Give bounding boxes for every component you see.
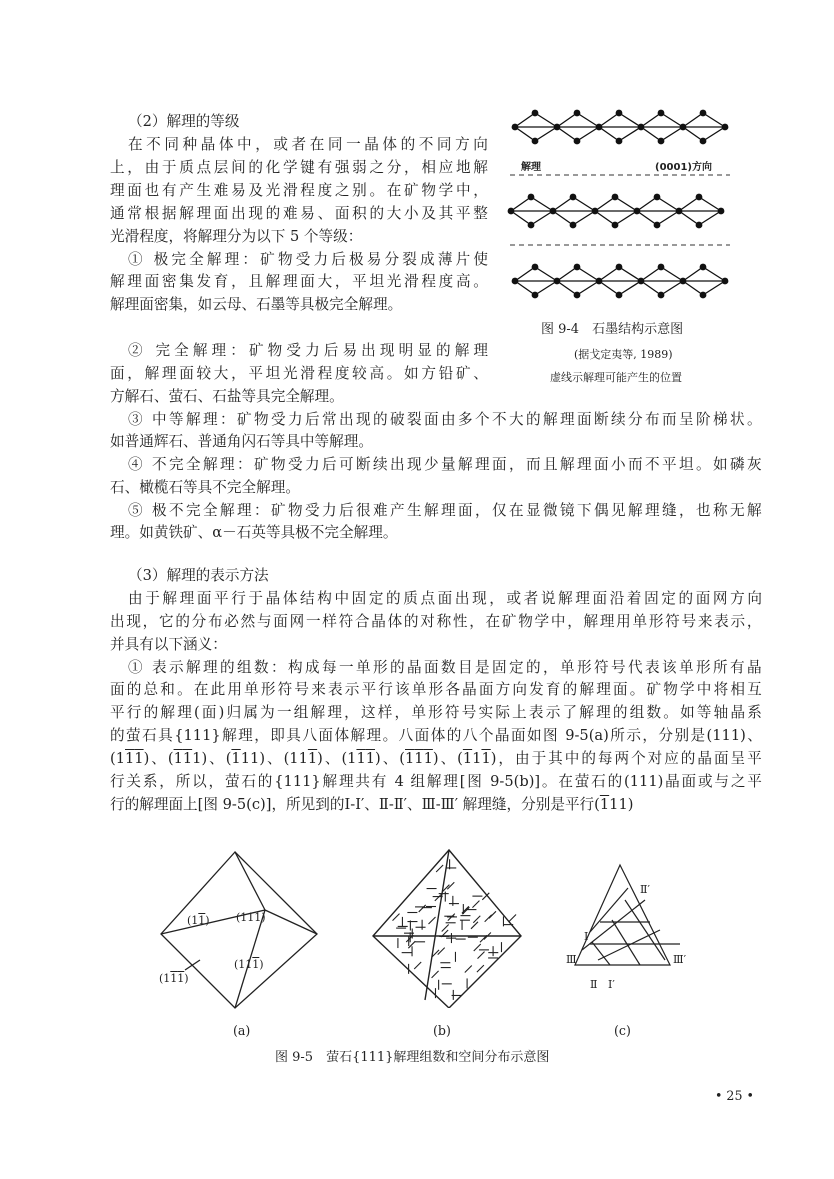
carbon-atom <box>700 292 707 299</box>
carbon-atom <box>680 124 687 131</box>
text-line: 解理面密集，如云母、石墨等具极完全解理。 <box>110 296 403 314</box>
cleavage-trace-label: Ⅲ′ <box>673 953 687 966</box>
text-line: 上，由于质点层间的化学键有强弱之分，相应地解 <box>110 158 488 176</box>
carbon-atom <box>616 292 623 299</box>
carbon-atom <box>658 264 665 271</box>
carbon-atom <box>676 208 683 215</box>
carbon-atom <box>528 222 535 229</box>
text-line: 出现，它的分布必然与面网一样符合晶体的对称性，在矿物学中，解理用单形符号来表示， <box>110 612 762 630</box>
graphite-layer <box>508 194 725 229</box>
carbon-atom <box>570 194 577 201</box>
text-line: 如普通辉石、普通角闪石等具中等解理。 <box>110 433 373 451</box>
carbon-atom <box>612 222 619 229</box>
subfigure-c-label: (c) <box>614 1023 631 1038</box>
cleavage-traces-triangle-c <box>570 860 700 985</box>
text-line: 理。如黄铁矿、α－石英等具极不完全解理。 <box>110 524 398 542</box>
carbon-atom <box>700 264 707 271</box>
cleavage-trace-label: Ⅱ <box>590 978 598 991</box>
cleavage-trace-label: Ⅱ′ <box>640 883 650 896</box>
face-label: (111) <box>236 911 266 924</box>
carbon-atom <box>554 278 561 285</box>
text-line: 由于解理面平行于晶体结构中固定的质点面出现，或者说解理面沿着固定的面网方向 <box>128 590 762 607</box>
cleavage-trace-label: Ⅰ′ <box>608 978 615 991</box>
carbon-atom <box>512 278 519 285</box>
carbon-atom <box>700 110 707 117</box>
carbon-atom <box>596 278 603 285</box>
figure95-caption: 图 9-5 萤石{111}解理组数和空间分布示意图 <box>275 1050 550 1065</box>
carbon-atom <box>574 138 581 145</box>
carbon-atom <box>722 278 729 285</box>
figure94-source: (据戈定夷等, 1989) <box>574 348 673 361</box>
carbon-atom <box>696 194 703 201</box>
text-line: 面的总和。在此用单形符号来表示平行该单形各晶面方向发育的解理面。矿物学中将相互 <box>110 681 762 699</box>
carbon-atom <box>532 138 539 145</box>
carbon-atom <box>574 110 581 117</box>
carbon-atom <box>718 208 725 215</box>
text-line: ② 完全解理：矿物受力后易出现明显的解理 <box>128 342 488 359</box>
text-line: ① 极完全解理：矿物受力后极易分裂成薄片使 <box>128 250 488 268</box>
carbon-atom <box>612 194 619 201</box>
face-label: (111) <box>234 958 264 971</box>
face-label: (111) <box>159 972 189 985</box>
text-line: 面，解理面较大，平坦光滑程度较高。如方铅矿、 <box>110 364 488 382</box>
text-line: 石、橄榄石等具不完全解理。 <box>110 478 300 496</box>
carbon-atom <box>638 124 645 131</box>
carbon-atom <box>616 264 623 271</box>
text-line: ⑤ 极不完全解理：矿物受力后很难产生解理面，仅在显微镜下偶见解理缝，也称无解 <box>128 501 762 519</box>
section-heading-notation: （3）解理的表示方法 <box>128 567 269 584</box>
text-line: 通常根据解理面出现的难易、面积的大小及其平整 <box>110 204 488 222</box>
text-line: 行的解理面上[图 9-5(c)]，所见到的Ⅰ-Ⅰ′、Ⅱ-Ⅱ′、Ⅲ-Ⅲ′ 解理缝，分别是平行(111) <box>110 795 634 813</box>
octahedron-diagram-a <box>155 850 325 1010</box>
cleavage-trace-label: Ⅲ <box>566 953 577 966</box>
text-line: ① 表示解理的组数：构成每一单形的晶面数目是固定的，单形符号代表该单形所有晶 <box>128 658 762 676</box>
carbon-atom <box>554 124 561 131</box>
carbon-atom <box>658 292 665 299</box>
text-line: 平行的解理(面)归属为一组解理，这样，单形符号实际上表示了解理的组数。如等轴晶系 <box>110 704 762 722</box>
carbon-atom <box>654 194 661 201</box>
carbon-atom <box>592 208 599 215</box>
text-line: 理面也有产生难易及光滑程度之别。在矿物学中， <box>110 181 488 199</box>
text-line: 光滑程度，将解理分为以下 5 个等级： <box>110 227 363 245</box>
page-number: • 25 • <box>715 1088 754 1103</box>
carbon-atom <box>532 264 539 271</box>
graphite-layer <box>512 110 729 145</box>
carbon-atom <box>512 124 519 131</box>
carbon-atom <box>696 222 703 229</box>
carbon-atom <box>574 264 581 271</box>
carbon-atom <box>658 138 665 145</box>
carbon-atom <box>616 110 623 117</box>
face-label: (11) <box>187 914 210 927</box>
carbon-atom <box>654 222 661 229</box>
text-line: 方解石、萤石、石盐等具完全解理。 <box>110 387 344 405</box>
carbon-atom <box>722 124 729 131</box>
carbon-atom <box>528 194 535 201</box>
text-line: 在不同种晶体中，或者在同一晶体的不同方向 <box>128 136 488 153</box>
figure94-note: 虚线示解理可能产生的位置 <box>550 371 682 384</box>
carbon-atom <box>574 292 581 299</box>
carbon-atom <box>634 208 641 215</box>
octahedron-cleavage-diagram-b <box>365 848 525 1008</box>
section-heading-grades: （2）解理的等级 <box>128 113 240 130</box>
graphite-layer <box>512 264 729 299</box>
carbon-atom <box>680 278 687 285</box>
figure94-caption: 图 9-4 石墨结构示意图 <box>541 322 684 337</box>
text-line: ④ 不完全解理：矿物受力后可断续出现少量解理面，而且解理面小而不平坦。如磷灰 <box>128 456 762 473</box>
carbon-atom <box>570 222 577 229</box>
carbon-atom <box>532 110 539 117</box>
subfigure-b-label: (b) <box>433 1023 451 1038</box>
text-line: ③ 中等解理：矿物受力后常出现的破裂面由多个不大的解理面断续分布而呈阶梯状。 <box>128 410 762 428</box>
carbon-atom <box>616 138 623 145</box>
carbon-atom <box>700 138 707 145</box>
text-line: 的萤石具{111}解理，即具八面体解理。八面体的八个晶面如图 9-5(a)所示，分别是(111)、 <box>110 727 762 745</box>
text-line: 解理面密集发育，且解理面大，平坦光滑程度高。 <box>110 273 488 291</box>
cleavage-label: 解理 <box>521 162 541 173</box>
cleavage-trace-label: Ⅰ <box>584 930 589 943</box>
carbon-atom <box>658 110 665 117</box>
text-line: 并具有以下涵义： <box>110 635 227 653</box>
text-line: 行关系，所以，萤石的{111}解理共有 4 组解理[图 9-5(b)]。在萤石的(111)晶面或与之平 <box>110 773 762 790</box>
carbon-atom <box>596 124 603 131</box>
carbon-atom <box>508 208 515 215</box>
carbon-atom <box>550 208 557 215</box>
graphite-structure-figure <box>505 105 735 315</box>
subfigure-a-label: (a) <box>233 1023 251 1038</box>
text-line: (111)、(111)、(111)、(111)、(111)、(111)、(111)，由于其中的每两个对应的晶面呈平 <box>110 750 762 768</box>
carbon-atom <box>532 292 539 299</box>
carbon-atom <box>638 278 645 285</box>
direction-label: (0001)方向 <box>655 162 712 173</box>
